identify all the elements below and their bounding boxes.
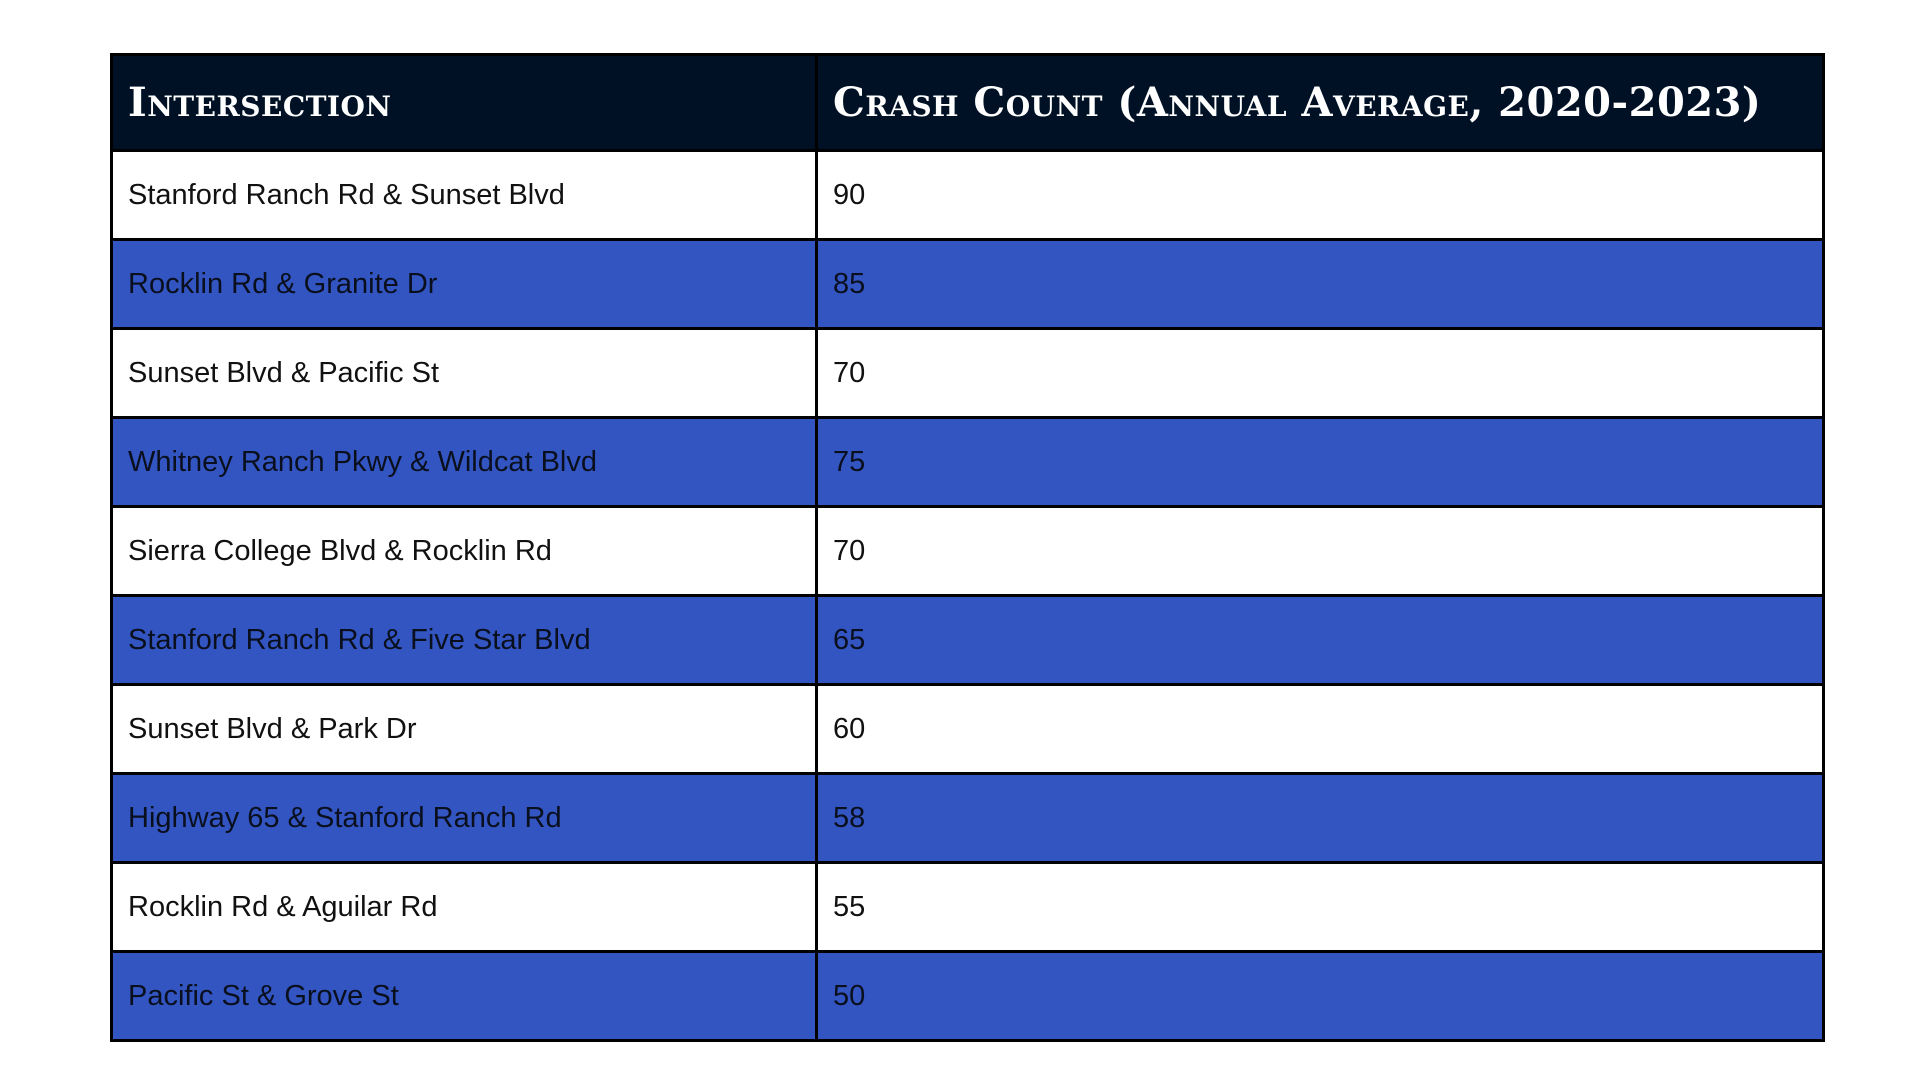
crash-count-cell: 70	[817, 329, 1824, 418]
crash-count-table	[110, 53, 1825, 1042]
table-row	[112, 329, 1824, 418]
table-row	[112, 507, 1824, 596]
column-header-intersection: Intersection	[112, 55, 817, 151]
intersection-cell: Rocklin Rd & Aguilar Rd	[112, 863, 817, 952]
intersection-cell: Stanford Ranch Rd & Sunset Blvd	[112, 151, 817, 240]
table-row	[112, 952, 1824, 1041]
intersection-cell: Rocklin Rd & Granite Dr	[112, 240, 817, 329]
crash-count-cell: 58	[817, 774, 1824, 863]
table-body	[112, 151, 1824, 1041]
crash-count-cell: 55	[817, 863, 1824, 952]
header-row	[112, 55, 1824, 151]
crash-table-container	[110, 53, 1822, 1042]
intersection-cell: Sunset Blvd & Park Dr	[112, 685, 817, 774]
table-row	[112, 418, 1824, 507]
intersection-cell: Sierra College Blvd & Rocklin Rd	[112, 507, 817, 596]
crash-count-cell: 85	[817, 240, 1824, 329]
intersection-cell: Highway 65 & Stanford Ranch Rd	[112, 774, 817, 863]
intersection-cell: Sunset Blvd & Pacific St	[112, 329, 817, 418]
table-row	[112, 863, 1824, 952]
crash-count-cell: 75	[817, 418, 1824, 507]
intersection-cell: Pacific St & Grove St	[112, 952, 817, 1041]
table-row	[112, 596, 1824, 685]
crash-count-cell: 70	[817, 507, 1824, 596]
table-row	[112, 151, 1824, 240]
intersection-cell: Whitney Ranch Pkwy & Wildcat Blvd	[112, 418, 817, 507]
crash-count-cell: 60	[817, 685, 1824, 774]
table-header	[112, 55, 1824, 151]
table-row	[112, 774, 1824, 863]
intersection-cell: Stanford Ranch Rd & Five Star Blvd	[112, 596, 817, 685]
table-row	[112, 685, 1824, 774]
table-row	[112, 240, 1824, 329]
crash-count-cell: 90	[817, 151, 1824, 240]
column-header-crash-count: Crash Count (Annual Average, 2020-2023)	[817, 55, 1824, 151]
crash-count-cell: 50	[817, 952, 1824, 1041]
crash-count-cell: 65	[817, 596, 1824, 685]
